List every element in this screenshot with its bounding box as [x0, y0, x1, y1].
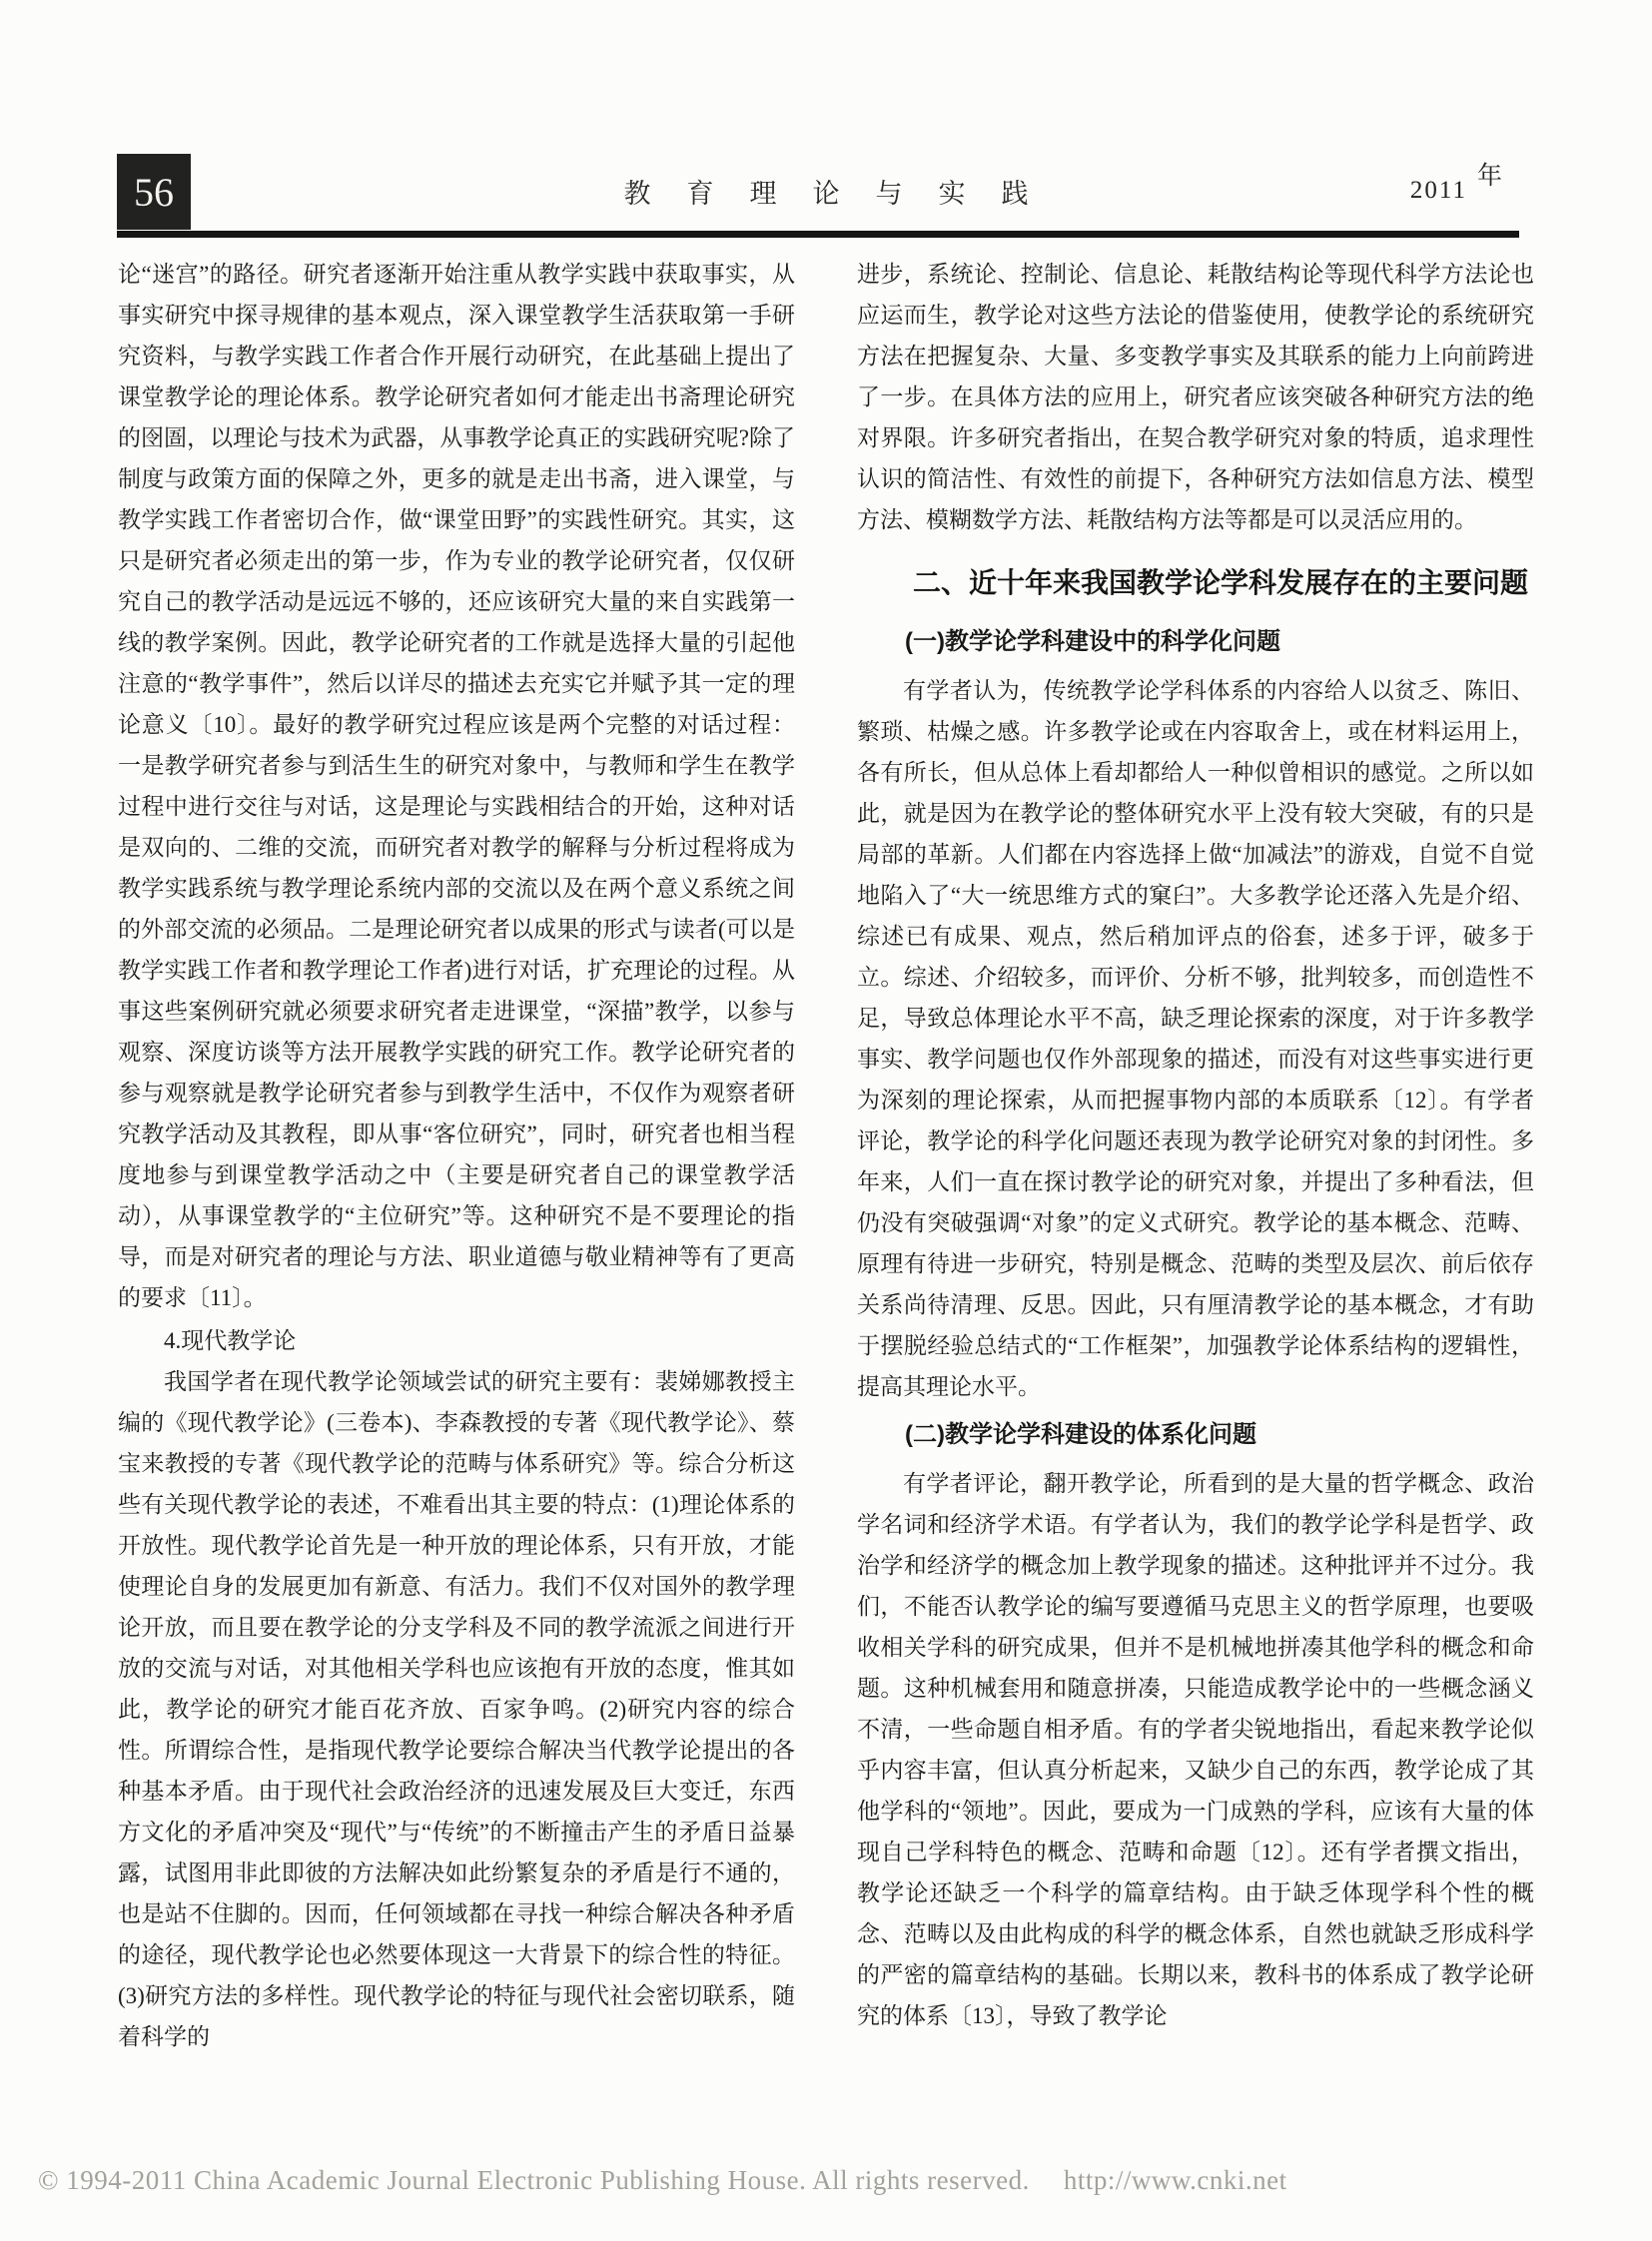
paragraph-continuation: 进步，系统论、控制论、信息论、耗散结构论等现代科学方法论也应运而生，教学论对这些方法论的借鉴使用，使教学论的系统研究方法在把握复杂、大量、多变教学事实及其联系的能力上向前跨进了一步。在具体方法的应用上，研究者应该突破各种研究方法的绝对界限。许多研究者指出，在契合教学研究对象的特质，追求理性认识的简洁性、有效性的前提下，各种研究方法如信息方法、模型方法、模糊数学方法、耗散结构方法等都是可以灵活应用的。 [857, 262, 1534, 532]
left-column [118, 254, 795, 2111]
header-year [1409, 163, 1504, 206]
paragraph: 有学者认为，传统教学论学科体系的内容给人以贫乏、陈旧、繁琐、枯燥之感。许多教学论或在内容取舍上，或在材料运用上，各有所长，但从总体上看却都给人一种似曾相识的感觉。之所以如此，就是因为在教学论的整体研究水平上没有较大突破，有的只是局部的革新。人们都在内容选择上做“加减法”的游戏，自觉不自觉地陷入了“大一统思维方式的窠臼”。大多教学论还落入先是介绍、综述已有成果、观点，然后稍加评点的俗套，述多于评，破多于立。综述、介绍较多，而评价、分析不够，批判较多，而创造性不足，导致总体理论水平不高，缺乏理论探索的深度，对于许多教学事实、教学问题也仅作外部现象的描述，而没有对这些事实进行更为深刻的理论探索，从而把握事物内部的本质联系〔12〕。有学者评论，教学论的科学化问题还表现为教学论研究对象的封闭性。多年来，人们一直在探讨教学论的研究对象，并提出了多种看法，但仍没有突破强调“对象”的定义式研究。教学论的基本概念、范畴、原理有待进一步研究，特别是概念、范畴的类型及层次、前后依存关系尚待清理、反思。因此，只有厘清教学论的基本概念，才有助于摆脱经验总结式的“工作框架”，加强教学论体系结构的逻辑性，提高其理论水平。 [857, 678, 1534, 1399]
header-rule [117, 231, 1519, 238]
footer-url: http://www.cnki.net [1063, 2165, 1287, 2195]
year-value: 2011 [1409, 177, 1467, 204]
subsection-heading: (一)教学论学科建设中的科学化问题 [905, 628, 1280, 655]
subsection-heading: (二)教学论学科建设的体系化问题 [905, 1421, 1256, 1448]
right-column [857, 254, 1534, 2111]
paragraph-continuation: 论“迷宫”的路径。研究者逐渐开始注重从教学实践中获取事实，从事实研究中探寻规律的基本观点，深入课堂教学生活获取第一手研究资料，与教学实践工作者合作开展行动研究，在此基础上提出了课堂教学论的理论体系。教学论研究者如何才能走出书斋理论研究的囹圄，以理论与技术为武器，从事教学论真正的实践研究呢?除了制度与政策方面的保障之外，更多的就是走出书斋，进入课堂，与教学实践工作者密切合作，做“课堂田野”的实践性研究。其实，这只是研究者必须走出的第一步，作为专业的教学论研究者，仅仅研究自己的教学活动是远远不够的，还应该研究大量的来自实践第一线的教学案例。因此，教学论研究者的工作就是选择大量的引起他注意的“教学事件”，然后以详尽的描述去充实它并赋予其一定的理论意义〔10〕。最好的教学研究过程应该是两个完整的对话过程：一是教学研究者参与到活生生的研究对象中，与教师和学生在教学过程中进行交往与对话，这是理论与实践相结合的开始，这种对话是双向的、二维的交流，而研究者对教学的解释与分析过程将成为教学实践系统与教学理论系统内部的交流以及在两个意义系统之间的外部交流的必须品。二是理论研究者以成果的形式与读者(可以是教学实践工作者和教学理论工作者)进行对话，扩充理论的过程。从事这些案例研究就必须要求研究者走进课堂，“深描”教学，以参与观察、深度访谈等方法开展教学实践的研究工作。教学论研究者的参与观察就是教学论研究者参与到教学生活中，不仅作为观察者研究教学活动及其教程，即从事“客位研究”，同时，研究者也相当程度地参与到课堂教学活动之中（主要是研究者自己的课堂教学活动），从事课堂教学的“主位研究”等。这种研究不是不要理论的指导，而是对研究者的理论与方法、职业道德与敬业精神等有了更高的要求〔11〕。 [118, 262, 795, 1310]
numbered-heading: 4.现代教学论 [164, 1328, 297, 1353]
paragraph: 有学者评论，翻开教学论，所看到的是大量的哲学概念、政治学名词和经济学术语。有学者认为，我们的教学论学科是哲学、政治学和经济学的概念加上教学现象的描述。这种批评并不过分。我们，不能否认教学论的编写要遵循马克思主义的哲学原理，也要吸收相关学科的研究成果，但并不是机械地拼凑其他学科的概念和命题。这种机械套用和随意拼凑，只能造成教学论中的一些概念涵义不清，一些命题自相矛盾。有的学者尖锐地指出，看起来教学论似乎内容丰富，但认真分析起来，又缺少自己的东西，教学论成了其他学科的“领地”。因此，要成为一门成熟的学科，应该有大量的体现自己学科特色的概念、范畴和命题〔12〕。还有学者撰文指出，教学论还缺乏一个科学的篇章结构。由于缺乏体现学科个性的概念、范畴以及由此构成的科学的概念体系，自然也就缺乏形成科学的严密的篇章结构的基础。长期以来，教科书的体系成了教学论研究的体系〔13〕，导致了教学论 [857, 1471, 1534, 2028]
paragraph: 我国学者在现代教学论领域尝试的研究主要有：裴娣娜教授主编的《现代教学论》(三卷本)、李森教授的专著《现代教学论》、蔡宝来教授的专著《现代教学论的范畴与体系研究》等。综合分析这些有关现代教学论的表述，不难看出其主要的特点：(1)理论体系的开放性。现代教学论首先是一种开放的理论体系，只有开放，才能使理论自身的发展更加有新意、有活力。我们不仅对国外的教学理论开放，而且要在教学论的分支学科及不同的教学流派之间进行开放的交流与对话，对其他相关学科也应该抱有开放的态度，惟其如此，教学论的研究才能百花齐放、百家争鸣。(2)研究内容的综合性。所谓综合性，是指现代教学论要综合解决当代教学论提出的各种基本矛盾。由于现代社会政治经济的迅速发展及巨大变迁，东西方文化的矛盾冲突及“现代”与“传统”的不断撞击产生的矛盾日益暴露，试图用非此即彼的方法解决如此纷繁复杂的矛盾是行不通的，也是站不住脚的。因而，任何领域都在寻找一种综合解决各种矛盾的途径，现代教学论也必然要体现这一大背景下的综合性的特征。(3)研究方法的多样性。现代教学论的特征与现代社会密切联系，随着科学的 [118, 1369, 795, 2049]
section-heading: 二、近十年来我国教学论学科发展存在的主要问题 [913, 567, 1529, 598]
journal-title: 教育理论与实践 [623, 179, 1065, 209]
footer [38, 2165, 1616, 2196]
year-unit: 年 [1476, 163, 1504, 190]
copyright-text: © 1994-2011 China Academic Journal Electronic Publishing House. All rights reserved. [38, 2165, 1030, 2195]
article-body [118, 254, 1534, 2111]
page-number: 56 [134, 169, 174, 215]
